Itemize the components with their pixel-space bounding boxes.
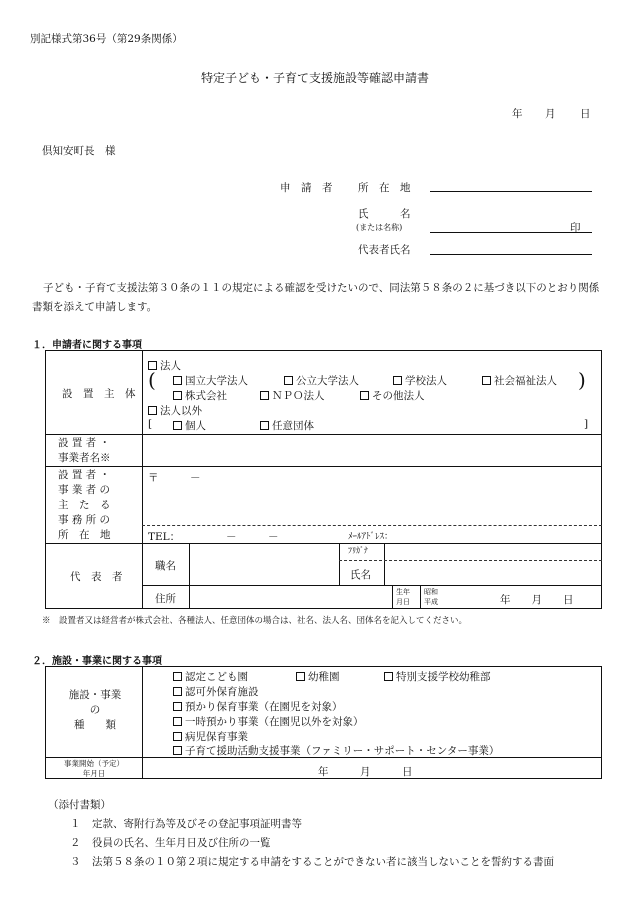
address-field[interactable] xyxy=(430,191,592,192)
address-label: 所 在 地 xyxy=(358,182,411,194)
setchi-shutai-label: 設 置 主 体 xyxy=(62,388,136,400)
attachment-item-3: 法第５８条の１０第２項に規定する申請をすることができない者に該当しないことを誓約する書面 xyxy=(92,856,554,868)
office-label: 設 置 者 ・ 事 業 者 の 主 た る 事 務 所 の 所 在 地 xyxy=(58,469,111,541)
option-shakai[interactable]: 社会福祉法人 xyxy=(482,373,557,388)
name-sub-label: (または名称) xyxy=(356,223,403,232)
postal-mark[interactable]: 〒 － xyxy=(148,472,201,484)
section1-heading: １．申請者に関する事項 xyxy=(32,340,142,351)
setchisha-name-label: 設 置 者 ・ 事業者名※ xyxy=(58,437,111,464)
date-month[interactable]: 月 xyxy=(545,108,556,120)
section1-note: ※ 設置者又は経営者が株式会社、各種法人、任意団体の場合は、社名、法人名、団体名を記入してください。 xyxy=(42,616,468,626)
representative-field[interactable] xyxy=(430,254,592,255)
date-year[interactable]: 年 xyxy=(512,108,523,120)
representative-label: 代表者氏名 xyxy=(358,244,411,256)
attachment-item-2: 役員の氏名、生年月日及び住所の一覧 xyxy=(92,837,271,849)
option-houjin[interactable]: 法人 xyxy=(148,358,181,373)
type-ninkagai[interactable]: 認可外保育施設 xyxy=(173,684,259,699)
birth-label: 生年 月日 xyxy=(396,588,410,606)
page-title: 特定子ども・子育て支援施設等確認申請書 xyxy=(200,71,429,85)
form-number: 別記様式第36号（第29条関係） xyxy=(30,33,183,45)
option-gakkou[interactable]: 学校法人 xyxy=(393,373,447,388)
tel-label: TEL： xyxy=(148,531,181,543)
attachment-item-1: 定款、寄附行為等及びその登記事項証明書等 xyxy=(92,818,302,830)
addressee: 倶知安町長 様 xyxy=(42,145,116,157)
bracket-left: ( xyxy=(148,368,156,392)
email-label: ﾒｰﾙｱﾄﾞﾚｽ： xyxy=(348,532,394,542)
type-family-support[interactable]: 子育て援助活動支援事業（ファミリー・サポート・センター事業） xyxy=(173,743,499,758)
attachment-no-3: ３ xyxy=(70,856,81,868)
type-azukari[interactable]: 預かり保育事業（在園児を対象） xyxy=(173,699,343,714)
tel-field[interactable]: － － xyxy=(226,531,279,543)
facility-type-label: 施設・事業 の 種 類 xyxy=(68,689,122,731)
option-kabushiki[interactable]: 株式会社 xyxy=(173,388,227,403)
era-label[interactable]: 昭和 平成 xyxy=(424,588,438,606)
date-day[interactable]: 日 xyxy=(580,108,591,120)
jusho-label: 住所 xyxy=(155,593,176,605)
intro-paragraph: 子ども・子育て支援法第３０条の１１の規定による確認を受けたいので、同法第５８条の２に基づき以下のとおり関係書類を添えて申請します。 xyxy=(32,282,600,313)
option-sonota[interactable]: その他法人 xyxy=(360,388,425,403)
name-label: 氏 名 xyxy=(358,208,411,220)
option-houjin-igai[interactable]: 法人以外 xyxy=(148,403,202,418)
attachments-heading: （添付書類） xyxy=(48,799,111,811)
type-byouji[interactable]: 病児保育事業 xyxy=(173,729,248,744)
seal-mark: 印 xyxy=(570,222,581,234)
type-nintei[interactable]: 認定こども園 xyxy=(173,669,248,684)
start-date-label: 事業開始（予定） 年月日 xyxy=(64,759,124,778)
representative-row-label: 代 表 者 xyxy=(70,571,123,583)
type-youchien[interactable]: 幼稚園 xyxy=(296,669,340,684)
applicant-label: 申 請 者 xyxy=(280,182,333,194)
option-kouritsu[interactable]: 公立大学法人 xyxy=(284,373,359,388)
bracket-right: ) xyxy=(578,368,586,392)
option-npo[interactable]: ＮＰＯ法人 xyxy=(260,388,325,403)
option-kojin[interactable]: 個人 xyxy=(173,418,206,433)
name-field[interactable] xyxy=(430,232,592,233)
option-kokuritsu[interactable]: 国立大学法人 xyxy=(173,373,248,388)
option-nini[interactable]: 任意団体 xyxy=(260,418,314,433)
birth-date-field[interactable]: 年 月 日 xyxy=(500,594,574,606)
job-title-label: 職名 xyxy=(155,560,176,572)
furigana-label: ﾌﾘｶﾞﾅ xyxy=(348,546,368,555)
attachment-no-2: ２ xyxy=(70,837,81,849)
shimei-label: 氏名 xyxy=(350,569,371,581)
section2-heading: ２．施設・事業に関する事項 xyxy=(32,656,162,667)
type-ichiji[interactable]: 一時預かり事業（在園児以外を対象） xyxy=(173,714,364,729)
start-date-field[interactable]: 年 月 日 xyxy=(318,766,413,778)
bracket-left-2: [ xyxy=(148,418,153,430)
bracket-right-2: ] xyxy=(584,418,589,430)
type-tokubetsu[interactable]: 特別支援学校幼稚部 xyxy=(384,669,491,684)
attachment-no-1: １ xyxy=(70,818,81,830)
